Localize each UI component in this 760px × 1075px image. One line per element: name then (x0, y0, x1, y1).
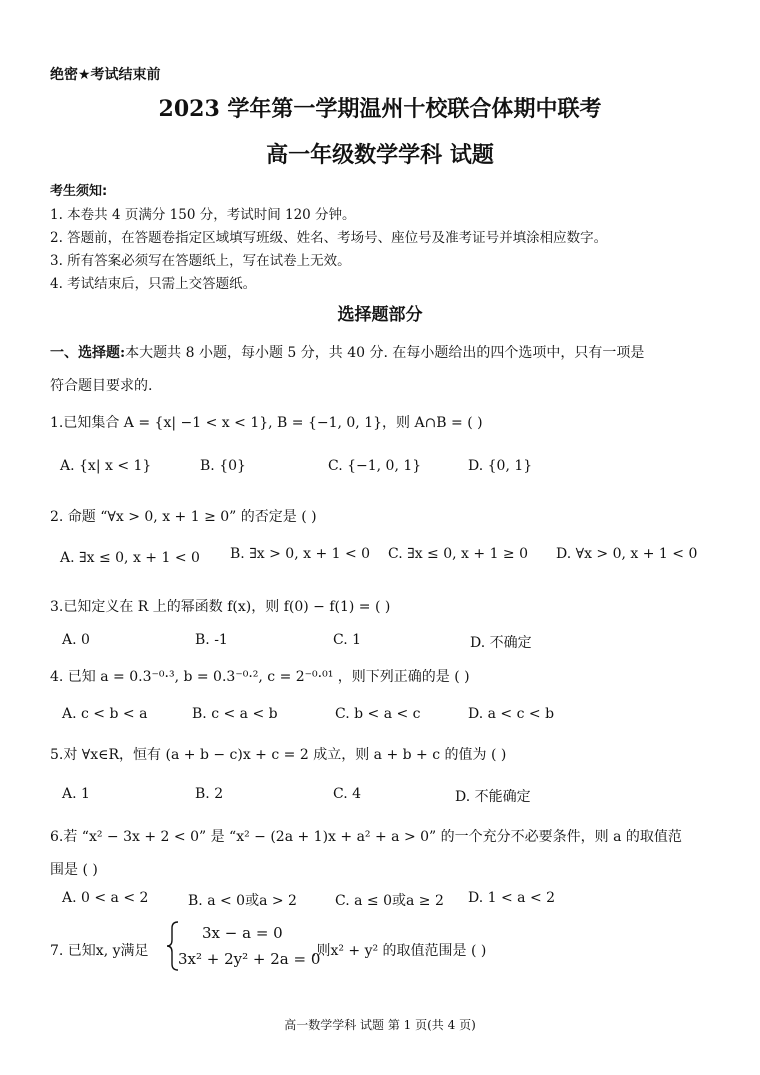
question-5-option-b: B. 2 (195, 786, 224, 802)
question-7-eq2: 3x² + 2y² + 2a = 0 (178, 950, 321, 968)
question-1-option-c: C. {−1, 0, 1} (328, 458, 422, 474)
section-intro-line2: 符合题目要求的. (50, 378, 153, 394)
question-3-stem: 3.已知定义在 R 上的幂函数 f(x)，则 f(0) − f(1) = ( ) (50, 599, 391, 615)
question-1-option-a: A. {x| x < 1} (60, 458, 152, 474)
question-2-option-b: B. ∃x > 0, x + 1 < 0 (230, 546, 371, 562)
exam-title: 2023 学年第一学期温州十校联合体期中联考 (158, 96, 602, 122)
question-4-option-c: C. b < a < c (335, 706, 421, 722)
question-7-eq1: 3x − a = 0 (202, 924, 283, 942)
question-3-option-a: A. 0 (62, 632, 90, 648)
question-5-option-a: A. 1 (62, 786, 90, 802)
notice-item: 4. 考试结束后，只需上交答题纸。 (50, 276, 257, 292)
question-5-option-c: C. 4 (333, 786, 362, 802)
question-4-stem: 4. 已知 a = 0.3⁻⁰·³, b = 0.3⁻⁰·², c = 2⁻⁰·⁰¹ ，则下列正确的是 ( ) (50, 669, 470, 685)
question-2-option-c: C. ∃x ≤ 0, x + 1 ≥ 0 (388, 546, 529, 562)
question-6-stem-cont: 围是 ( ) (50, 862, 98, 878)
section-intro (50, 342, 644, 362)
section-intro-text: 本大题共 8 小题，每小题 5 分，共 40 分. 在每小题给出的四个选项中，只有一项是 (125, 345, 645, 361)
notice-item: 3. 所有答案必须写在答题纸上，写在试卷上无效。 (50, 253, 351, 269)
section-title: 选择题部分 (337, 305, 423, 325)
question-7-suffix: ,则x² + y² 的取值范围是 ( ) (312, 943, 487, 959)
question-1-option-b: B. {0} (200, 458, 246, 474)
question-4-option-b: B. c < a < b (192, 706, 278, 722)
question-6-option-d: D. 1 < a < 2 (468, 890, 556, 906)
notice-item: 2. 答题前，在答题卷指定区域填写班级、姓名、考场号、座位号及准考证号并填涂相应数字。 (50, 230, 608, 246)
question-2-stem: 2. 命题 “∀x > 0, x + 1 ≥ 0” 的否定是 ( ) (50, 509, 317, 525)
question-5-option-d: D. 不能确定 (455, 789, 531, 805)
question-3-option-d: D. 不确定 (470, 635, 532, 651)
section-intro-label: 一、选择题: (50, 345, 126, 361)
question-3-option-b: B. -1 (195, 632, 228, 648)
question-6-option-a: A. 0 < a < 2 (62, 890, 149, 906)
question-5-stem: 5.对 ∀x∈R，恒有 (a + b − c)x + c = 2 成立，则 a + b + c 的值为 ( ) (50, 747, 507, 763)
question-4-option-d: D. a < c < b (468, 706, 555, 722)
question-6-option-c: C. a ≤ 0或a ≥ 2 (335, 893, 444, 909)
question-1-stem: 1.已知集合 A = {x| −1 < x < 1}, B = {−1, 0, 1}，则 A∩B = ( ) (50, 415, 483, 431)
question-2-option-a: A. ∃x ≤ 0, x + 1 < 0 (60, 550, 200, 566)
question-6-stem: 6.若 “x² − 3x + 2 < 0” 是 “x² − (2a + 1)x + a² + a > 0” 的一个充分不必要条件，则 a 的取值范 (50, 829, 682, 845)
question-7-prefix: 7. 已知x, y满足 (50, 943, 149, 959)
question-4-option-a: A. c < b < a (62, 706, 148, 722)
question-3-option-c: C. 1 (333, 632, 362, 648)
page-footer: 高一数学学科 试题 第 1 页(共 4 页) (284, 1018, 476, 1032)
notice-item: 1. 本卷共 4 页满分 150 分，考试时间 120 分钟。 (50, 207, 356, 223)
exam-subtitle: 高一年级数学学科 试题 (266, 142, 494, 168)
question-2-option-d: D. ∀x > 0, x + 1 < 0 (556, 546, 698, 562)
confidential-label: 绝密★考试结束前 (50, 67, 161, 83)
question-1-option-d: D. {0, 1} (468, 458, 533, 474)
notice-heading: 考生须知: (50, 184, 108, 199)
question-6-option-b: B. a < 0或a > 2 (188, 893, 297, 909)
